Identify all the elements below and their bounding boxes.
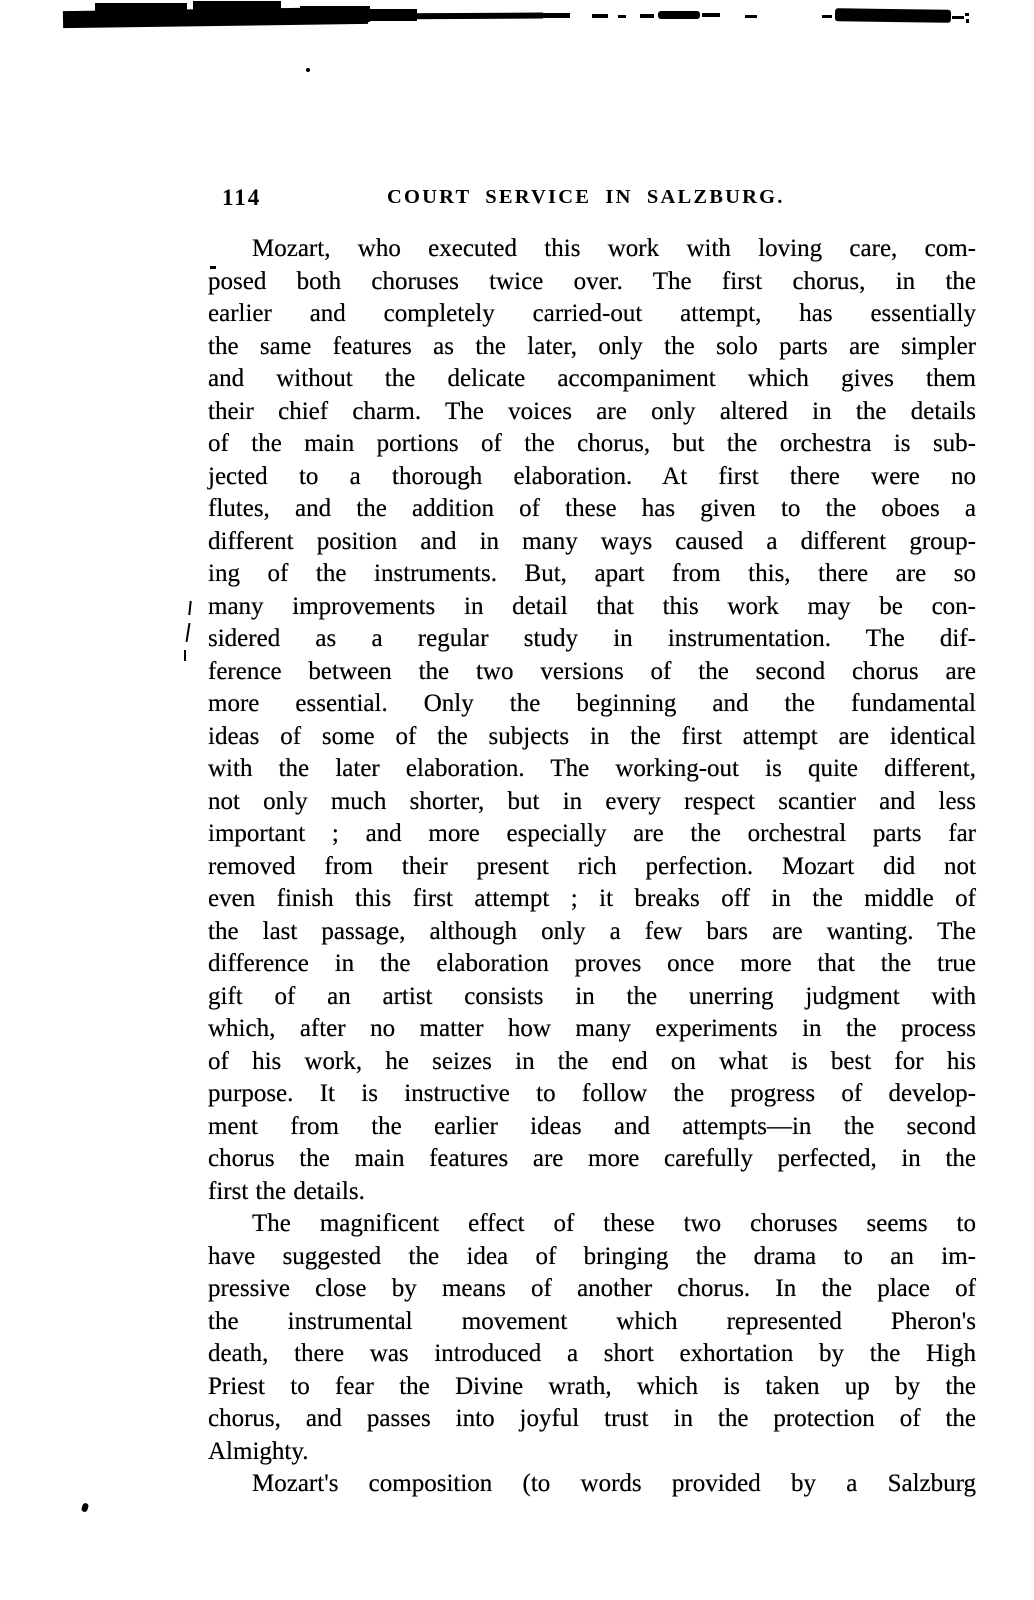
text-line: chorus the main features are more carefully perfected, in the (208, 1145, 976, 1172)
text-line: The magnificent effect of these two choruses seems to (252, 1210, 976, 1237)
margin-mark (186, 623, 191, 642)
scan-smudge (835, 8, 951, 23)
text-line: ideas of some of the subjects in the first attempt are identical (208, 722, 976, 750)
scan-speck (952, 16, 964, 19)
text-line: ment from the earlier ideas and attempts—in the second (208, 1112, 976, 1140)
text-line: not only much shorter, but in every respect scantier and less (208, 787, 976, 815)
text-line: ference between the two versions of the second chorus are (208, 657, 976, 685)
text-line: flutes, and the addition of these has given to the oboes a (208, 495, 976, 522)
text-line: sidered as a regular study in instrumentation. The dif- (208, 625, 976, 652)
scan-speck (822, 15, 832, 18)
text-line: and without the delicate accompaniment which gives them (208, 365, 976, 392)
scan-speck (592, 14, 608, 18)
text-line: which, after no matter how many experiments in the process (208, 1015, 976, 1042)
text-line: Priest to fear the Divine wrath, which is taken up by the (208, 1372, 976, 1400)
scan-smudge (95, 3, 187, 14)
text-line: Mozart, who executed this work with loving care, com- (252, 235, 976, 262)
text-line: jected to a thorough elaboration. At first there were no (208, 462, 976, 490)
text-line: first the details. (208, 1177, 365, 1205)
scan-speck (965, 13, 969, 16)
scan-speck (618, 15, 626, 18)
text-line: more essential. Only the beginning and the fundamental (208, 690, 976, 717)
text-line: earlier and completely carried-out attempt, has essentially (208, 300, 976, 327)
text-line: posed both choruses twice over. The first chorus, in the (208, 267, 976, 295)
running-header (0, 185, 1034, 215)
text-line: the instrumental movement which represented Pheron's (208, 1307, 976, 1335)
text-line: purpose. It is instructive to follow the progress of develop- (208, 1080, 976, 1107)
text-line: the same features as the later, only the solo parts are simpler (208, 332, 976, 360)
scan-speck (640, 14, 654, 18)
scan-smudge (193, 1, 281, 14)
running-title: COURT SERVICE IN SALZBURG. (387, 186, 785, 208)
scan-speck (306, 68, 310, 72)
text-line: removed from their present rich perfection. Mozart did not (208, 852, 976, 880)
text-line: Almighty. (208, 1437, 309, 1465)
text-line: gift of an artist consists in the unerring judgment with (208, 982, 976, 1010)
scan-speck (81, 1502, 89, 1512)
scan-speck (702, 13, 720, 17)
text-line: death, there was introduced a short exhortation by the High (208, 1340, 976, 1367)
margin-mark (184, 650, 186, 661)
text-line: Mozart's composition (to words provided by a Salzburg (252, 1470, 976, 1497)
margin-mark (188, 601, 191, 615)
text-line: with the later elaboration. The working-out is quite different, (208, 755, 976, 782)
scan-speck (745, 15, 757, 18)
text-line: their chief charm. The voices are only altered in the details (208, 397, 976, 425)
text-line: many improvements in detail that this work may be con- (208, 592, 976, 620)
text-block (208, 233, 976, 1501)
text-line: have suggested the idea of bringing the drama to an im- (208, 1242, 976, 1270)
page-number: 114 (222, 185, 262, 210)
text-line: important ; and more especially are the orchestral parts far (208, 820, 976, 847)
text-line: of his work, he seizes in the end on what is best for his (208, 1047, 976, 1075)
scan-speck (540, 13, 570, 18)
text-line: ing of the instruments. But, apart from this, there are so (208, 560, 976, 587)
text-line: pressive close by means of another chorus. In the place of (208, 1275, 976, 1302)
text-line: the last passage, although only a few bars are wanting. The (208, 917, 976, 945)
text-line: even finish this first attempt ; it breaks off in the middle of (208, 885, 976, 912)
scan-speck (966, 19, 969, 23)
text-line: of the main portions of the chorus, but the orchestra is sub- (208, 430, 976, 457)
text-line: chorus, and passes into joyful trust in the protection of the (208, 1405, 976, 1432)
scan-smudge (365, 13, 543, 20)
scan-smudge (658, 11, 700, 19)
text-line: difference in the elaboration proves once more that the true (208, 950, 976, 977)
text-line: different position and in many ways caused a different group- (208, 527, 976, 555)
